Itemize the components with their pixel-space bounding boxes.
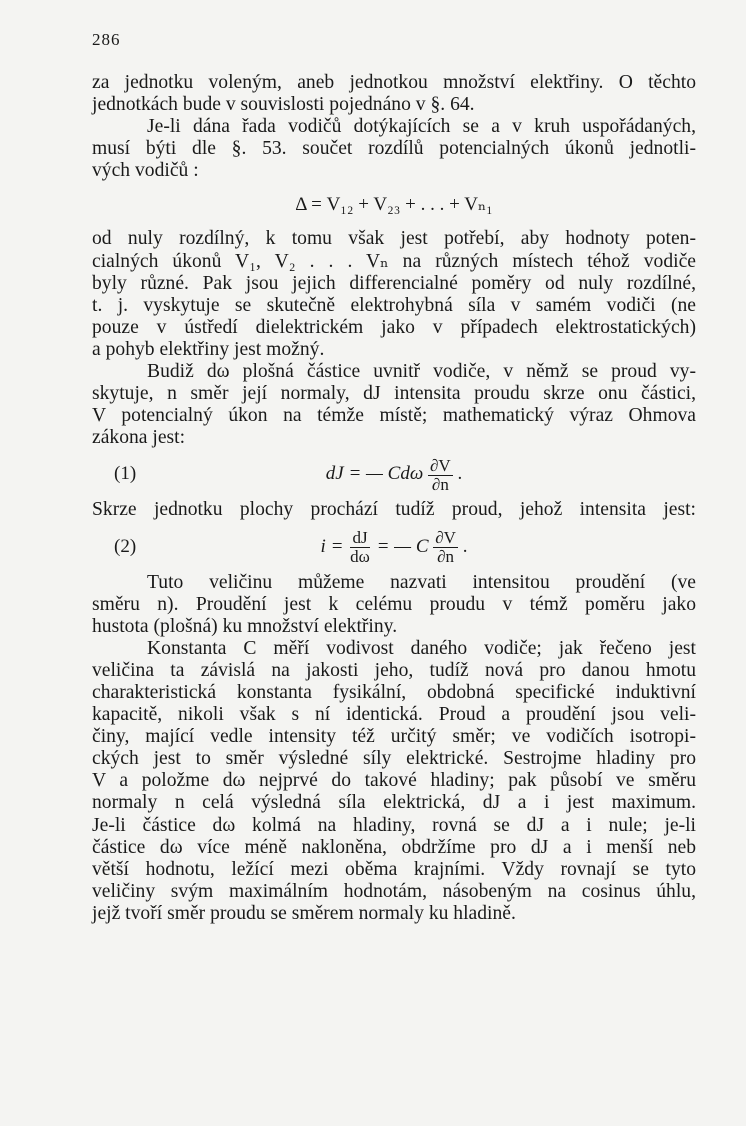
- fraction-numerator: ∂V: [435, 527, 456, 547]
- text-line: charakteristická konstanta fysikální, obdobná specifické induktivní: [92, 681, 696, 703]
- text-line: a pohyb elektřiny jest možný.: [92, 338, 325, 360]
- text-line: Tuto veličinu můžeme nazvati intensitou proudění (ve: [147, 571, 696, 593]
- text-line: t. j. vyskytuje se skutečně elektrohybná síla v samém vodiči (ne: [92, 294, 696, 316]
- equation-number: (1): [114, 463, 137, 485]
- formula-delta: Δ = V₁₂ + V₂₃ + . . . + Vₙ₁: [295, 194, 493, 216]
- text-line: jejž tvoří směr proudu se směrem normaly ku hladině.: [92, 902, 516, 924]
- text-line: Je-li dána řada vodičů dotýkajících se a v kruh uspořádaných,: [147, 116, 696, 138]
- text-line: musí býti dle §. 53. součet rozdílů potencialných úkonů jednotli-: [92, 138, 696, 160]
- text-line: jednotkách bude v souvislosti pojednáno v §. 64.: [92, 94, 475, 116]
- fraction-denominator: dω: [350, 546, 370, 566]
- text-line: činy, mající vedle intensity též určitý směr; ve vodičích isotropi-: [92, 726, 696, 748]
- text-line: skytuje, n směr její normaly, dJ intensita proudu skrze onu částici,: [92, 383, 696, 405]
- text-line: částice dω více méně nakloněna, obdržíme pro dJ a i menší neb: [92, 836, 696, 858]
- text-line: zákona jest:: [92, 427, 186, 449]
- paragraph-2: [92, 116, 696, 182]
- text-line: za jednotku voleným, aneb jednotkou množství elektřiny. O těchto: [92, 72, 696, 93]
- equation-tail: .: [457, 463, 463, 485]
- text-line: Konstanta C měří vodivost daného vodiče; jak řečeno jest: [147, 637, 696, 659]
- fraction-denominator: ∂n: [431, 474, 449, 494]
- equation-2: [92, 522, 696, 572]
- text-line: směru n). Proudění jest k celému proudu v témž poměru jako: [92, 593, 696, 615]
- text-line: V potencialný úkon na témže místě; mathematický výraz Ohmova: [92, 405, 696, 427]
- text-line: od nuly rozdílný, k tomu však jest potřebí, aby hodnoty poten-: [92, 228, 696, 250]
- text-line: veličina ta závislá na jakosti jeho, tudíž nová pro danou hmotu: [92, 659, 696, 681]
- equation-tail: .: [462, 535, 468, 557]
- text-line: ckých jest to směr výsledné síly elektrické. Sestrojme hladiny pro: [92, 748, 696, 770]
- text-line: Budiž dω plošná částice uvnitř vodiče, v němž se proud vy-: [147, 361, 696, 383]
- fraction: [433, 529, 458, 566]
- paragraph-5: Skrze jednotku plochy prochází tudíž proud, jehož intensita jest:: [92, 499, 696, 521]
- fraction: [428, 457, 453, 494]
- text-line: veličiny svým maximálním hodnotám, násobeným na cosinus úhlu,: [92, 880, 696, 902]
- text-line: byly různé. Pak jsou jejich differencialné poměry od nuly rozdílné,: [92, 272, 696, 294]
- fraction: [348, 529, 372, 566]
- fraction-denominator: ∂n: [437, 546, 455, 566]
- equation-middle: = — C: [376, 535, 429, 557]
- paragraph-7: [92, 638, 696, 925]
- text-line: V a položme dω nejprvé do takové hladiny; pak působí ve směru: [92, 770, 696, 792]
- text-line: cialných úkonů V₁, V₂ . . . Vₙ na různých místech téhož vodiče: [92, 250, 696, 272]
- page-number: 286: [92, 30, 121, 49]
- text-line: Je-li částice dω kolmá na hladiny, rovná se dJ a i nule; je-li: [92, 814, 696, 836]
- text-line: pouze v ústředí dielektrickém jako v případech elektrostatických): [92, 316, 696, 338]
- text-line: větší hodnotu, ležící mezi oběma krajními. Vždy rovnají se tyto: [92, 858, 696, 880]
- text-line: hustota (plošná) ku množství elektřiny.: [92, 615, 398, 637]
- paragraph-4: [92, 361, 696, 449]
- equation-lhs: dJ = — Cdω: [325, 463, 424, 485]
- text-line: vých vodičů :: [92, 160, 199, 182]
- fraction-numerator: ∂V: [430, 455, 451, 475]
- paragraph-6: [92, 572, 696, 638]
- equation-1: [92, 449, 696, 499]
- equation-lhs: i =: [320, 535, 344, 557]
- paragraph-1: [92, 72, 696, 116]
- text-line: normaly n celá výsledná síla elektrická, dJ a i jest maximum.: [92, 792, 696, 814]
- equation-number: (2): [114, 535, 137, 557]
- paragraph-3: [92, 228, 696, 361]
- text-line: kapacitě, nikoli však s ní identická. Proud a proudění jsou veli-: [92, 704, 696, 726]
- fraction-numerator: dJ: [352, 527, 368, 547]
- page-body: [92, 72, 696, 925]
